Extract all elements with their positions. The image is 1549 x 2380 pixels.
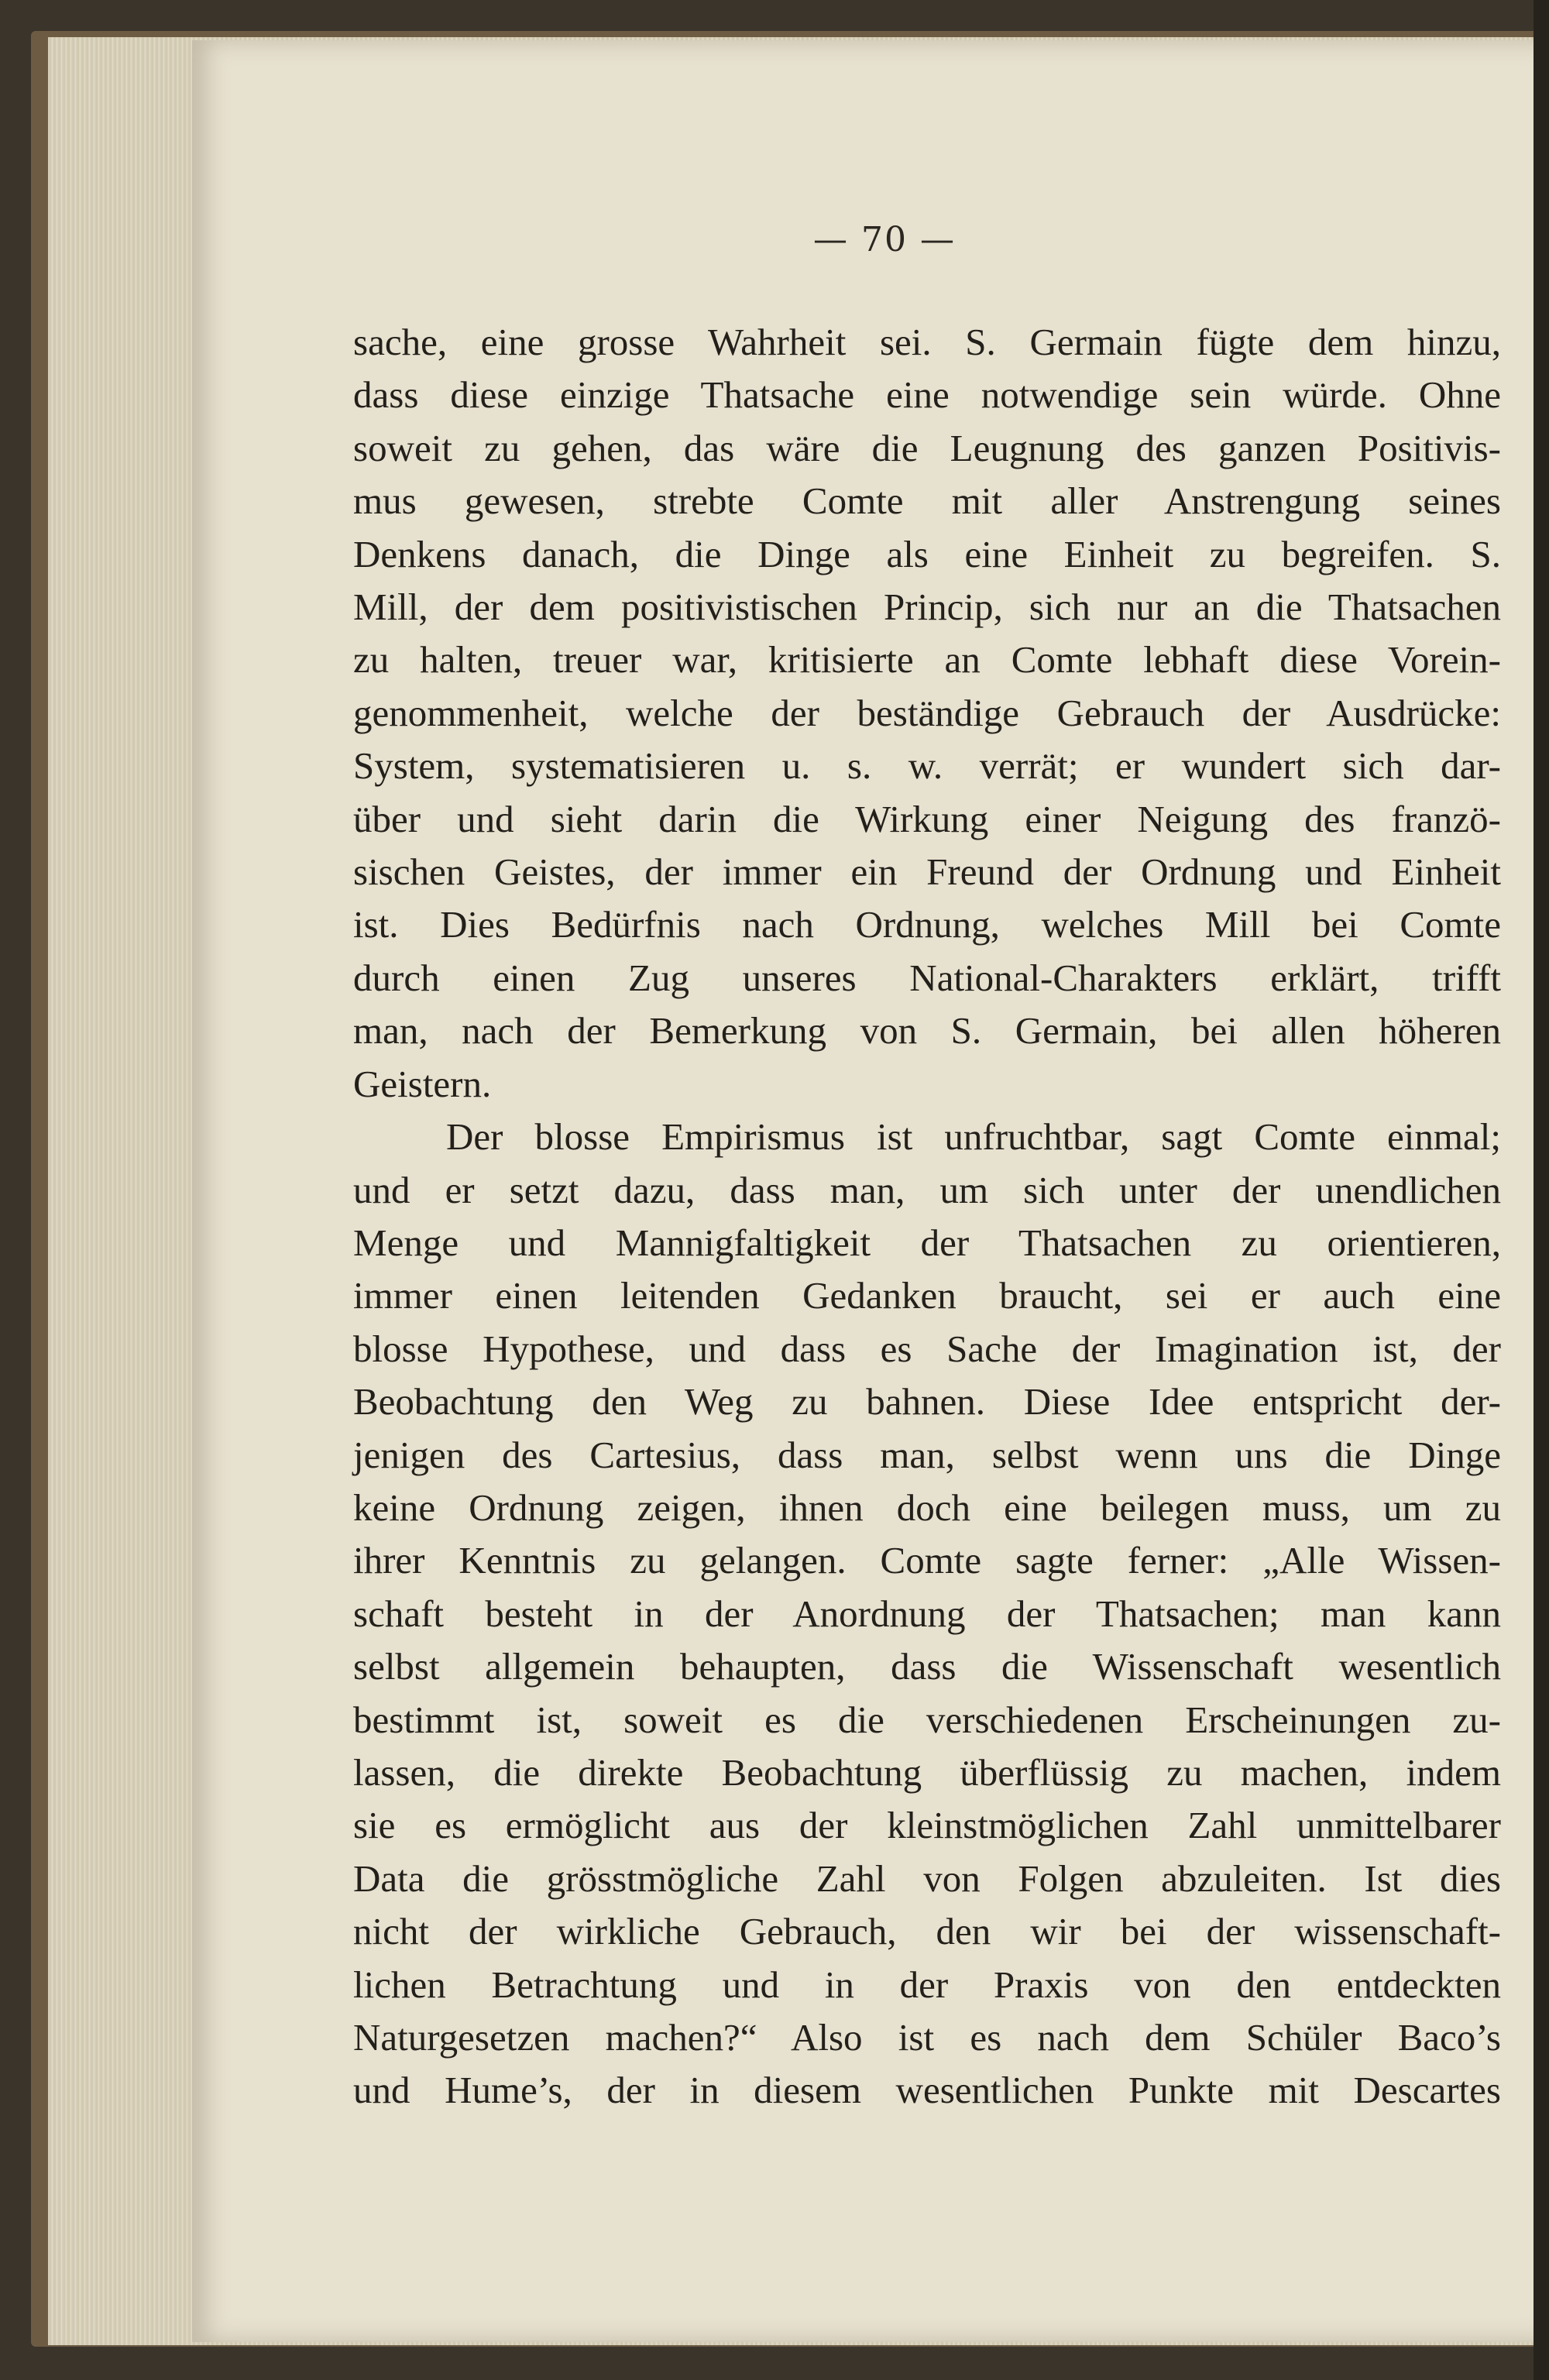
text-line: dass diese einzige Thatsache eine notwendige sein würde. Ohne <box>353 373 1501 417</box>
text-line: selbst allgemein behaupten, dass die Wissenschaft wesentlich <box>353 1645 1501 1688</box>
page-number: — 70 — <box>813 220 956 259</box>
text-line: Naturgesetzen machen?“ Also ist es nach dem Schüler Baco’s <box>353 2016 1501 2059</box>
text-line: Geistern. <box>353 1062 492 1105</box>
text-line: jenigen des Cartesius, dass man, selbst wenn uns die Dinge <box>353 1433 1501 1476</box>
text-line: Beobachtung den Weg zu bahnen. Diese Idee entspricht der- <box>353 1380 1501 1424</box>
text-line: lichen Betrachtung und in der Praxis von den entdeckten <box>353 1963 1501 2006</box>
text-line: durch einen Zug unseres National-Charakters erklärt, trifft <box>353 956 1501 999</box>
text-line: immer einen leitenden Gedanken braucht, sei er auch eine <box>353 1274 1501 1317</box>
text-line: ist. Dies Bedürfnis nach Ordnung, welches Mill bei Comte <box>353 903 1501 946</box>
text-line: und Hume’s, der in diesem wesentlichen Punkte mit Descartes <box>353 2069 1501 2112</box>
text-line: Mill, der dem positivistischen Princip, sich nur an die Thatsachen <box>353 586 1501 629</box>
text-line: nicht der wirkliche Gebrauch, den wir bei der wissenschaft- <box>353 1910 1501 1953</box>
text-line: Der blosse Empirismus ist unfruchtbar, sagt Comte einmal; <box>446 1115 1501 1159</box>
scan-border <box>1534 0 1549 2380</box>
text-line: mus gewesen, strebte Comte mit aller Anstrengung seines <box>353 479 1501 523</box>
text-line: Menge und Mannigfaltigkeit der Thatsachen zu orientieren, <box>353 1221 1501 1264</box>
text-line: Denkens danach, die Dinge als eine Einheit zu begreifen. S. <box>353 532 1501 575</box>
text-line: man, nach der Bemerkung von S. Germain, bei allen höheren <box>353 1009 1501 1053</box>
body-text <box>353 316 1501 2117</box>
text-line: Data die grösstmögliche Zahl von Folgen abzuleiten. Ist dies <box>353 1856 1501 1900</box>
text-line: sache, eine grosse Wahrheit sei. S. Germain fügte dem hinzu, <box>353 321 1501 363</box>
text-line: System, systematisieren u. s. w. verrät; er wundert sich dar- <box>353 744 1501 788</box>
text-line: sischen Geistes, der immer ein Freund der Ordnung und Einheit <box>353 850 1501 894</box>
text-line: keine Ordnung zeigen, ihnen doch eine beilegen muss, um zu <box>353 1485 1501 1529</box>
text-line: lassen, die direkte Beobachtung überflüssig zu machen, indem <box>353 1750 1501 1794</box>
text-line: genommenheit, welche der beständige Gebrauch der Ausdrücke: <box>353 691 1501 734</box>
text-line: und er setzt dazu, dass man, um sich unter der unendlichen <box>353 1168 1501 1211</box>
text-line: sie es ermöglicht aus der kleinstmöglichen Zahl unmittelbarer <box>353 1804 1501 1847</box>
text-line: blosse Hypothese, und dass es Sache der Imagination ist, der <box>353 1327 1501 1370</box>
text-line: schaft besteht in der Anordnung der Thatsachen; man kann <box>353 1592 1501 1635</box>
text-line: ihrer Kenntnis zu gelangen. Comte sagte ferner: „Alle Wissen- <box>353 1539 1501 1582</box>
text-line: über und sieht darin die Wirkung einer Neigung des franzö- <box>353 797 1501 840</box>
paragraph-1 <box>353 316 1501 1111</box>
text-line: soweit zu gehen, das wäre die Leugnung des ganzen Positivis- <box>353 426 1501 469</box>
text-line: bestimmt ist, soweit es die verschiedenen Erscheinungen zu- <box>353 1698 1501 1741</box>
text-line: zu halten, treuer war, kritisierte an Comte lebhaft diese Vorein- <box>353 638 1501 682</box>
paragraph-2 <box>353 1111 1501 2117</box>
